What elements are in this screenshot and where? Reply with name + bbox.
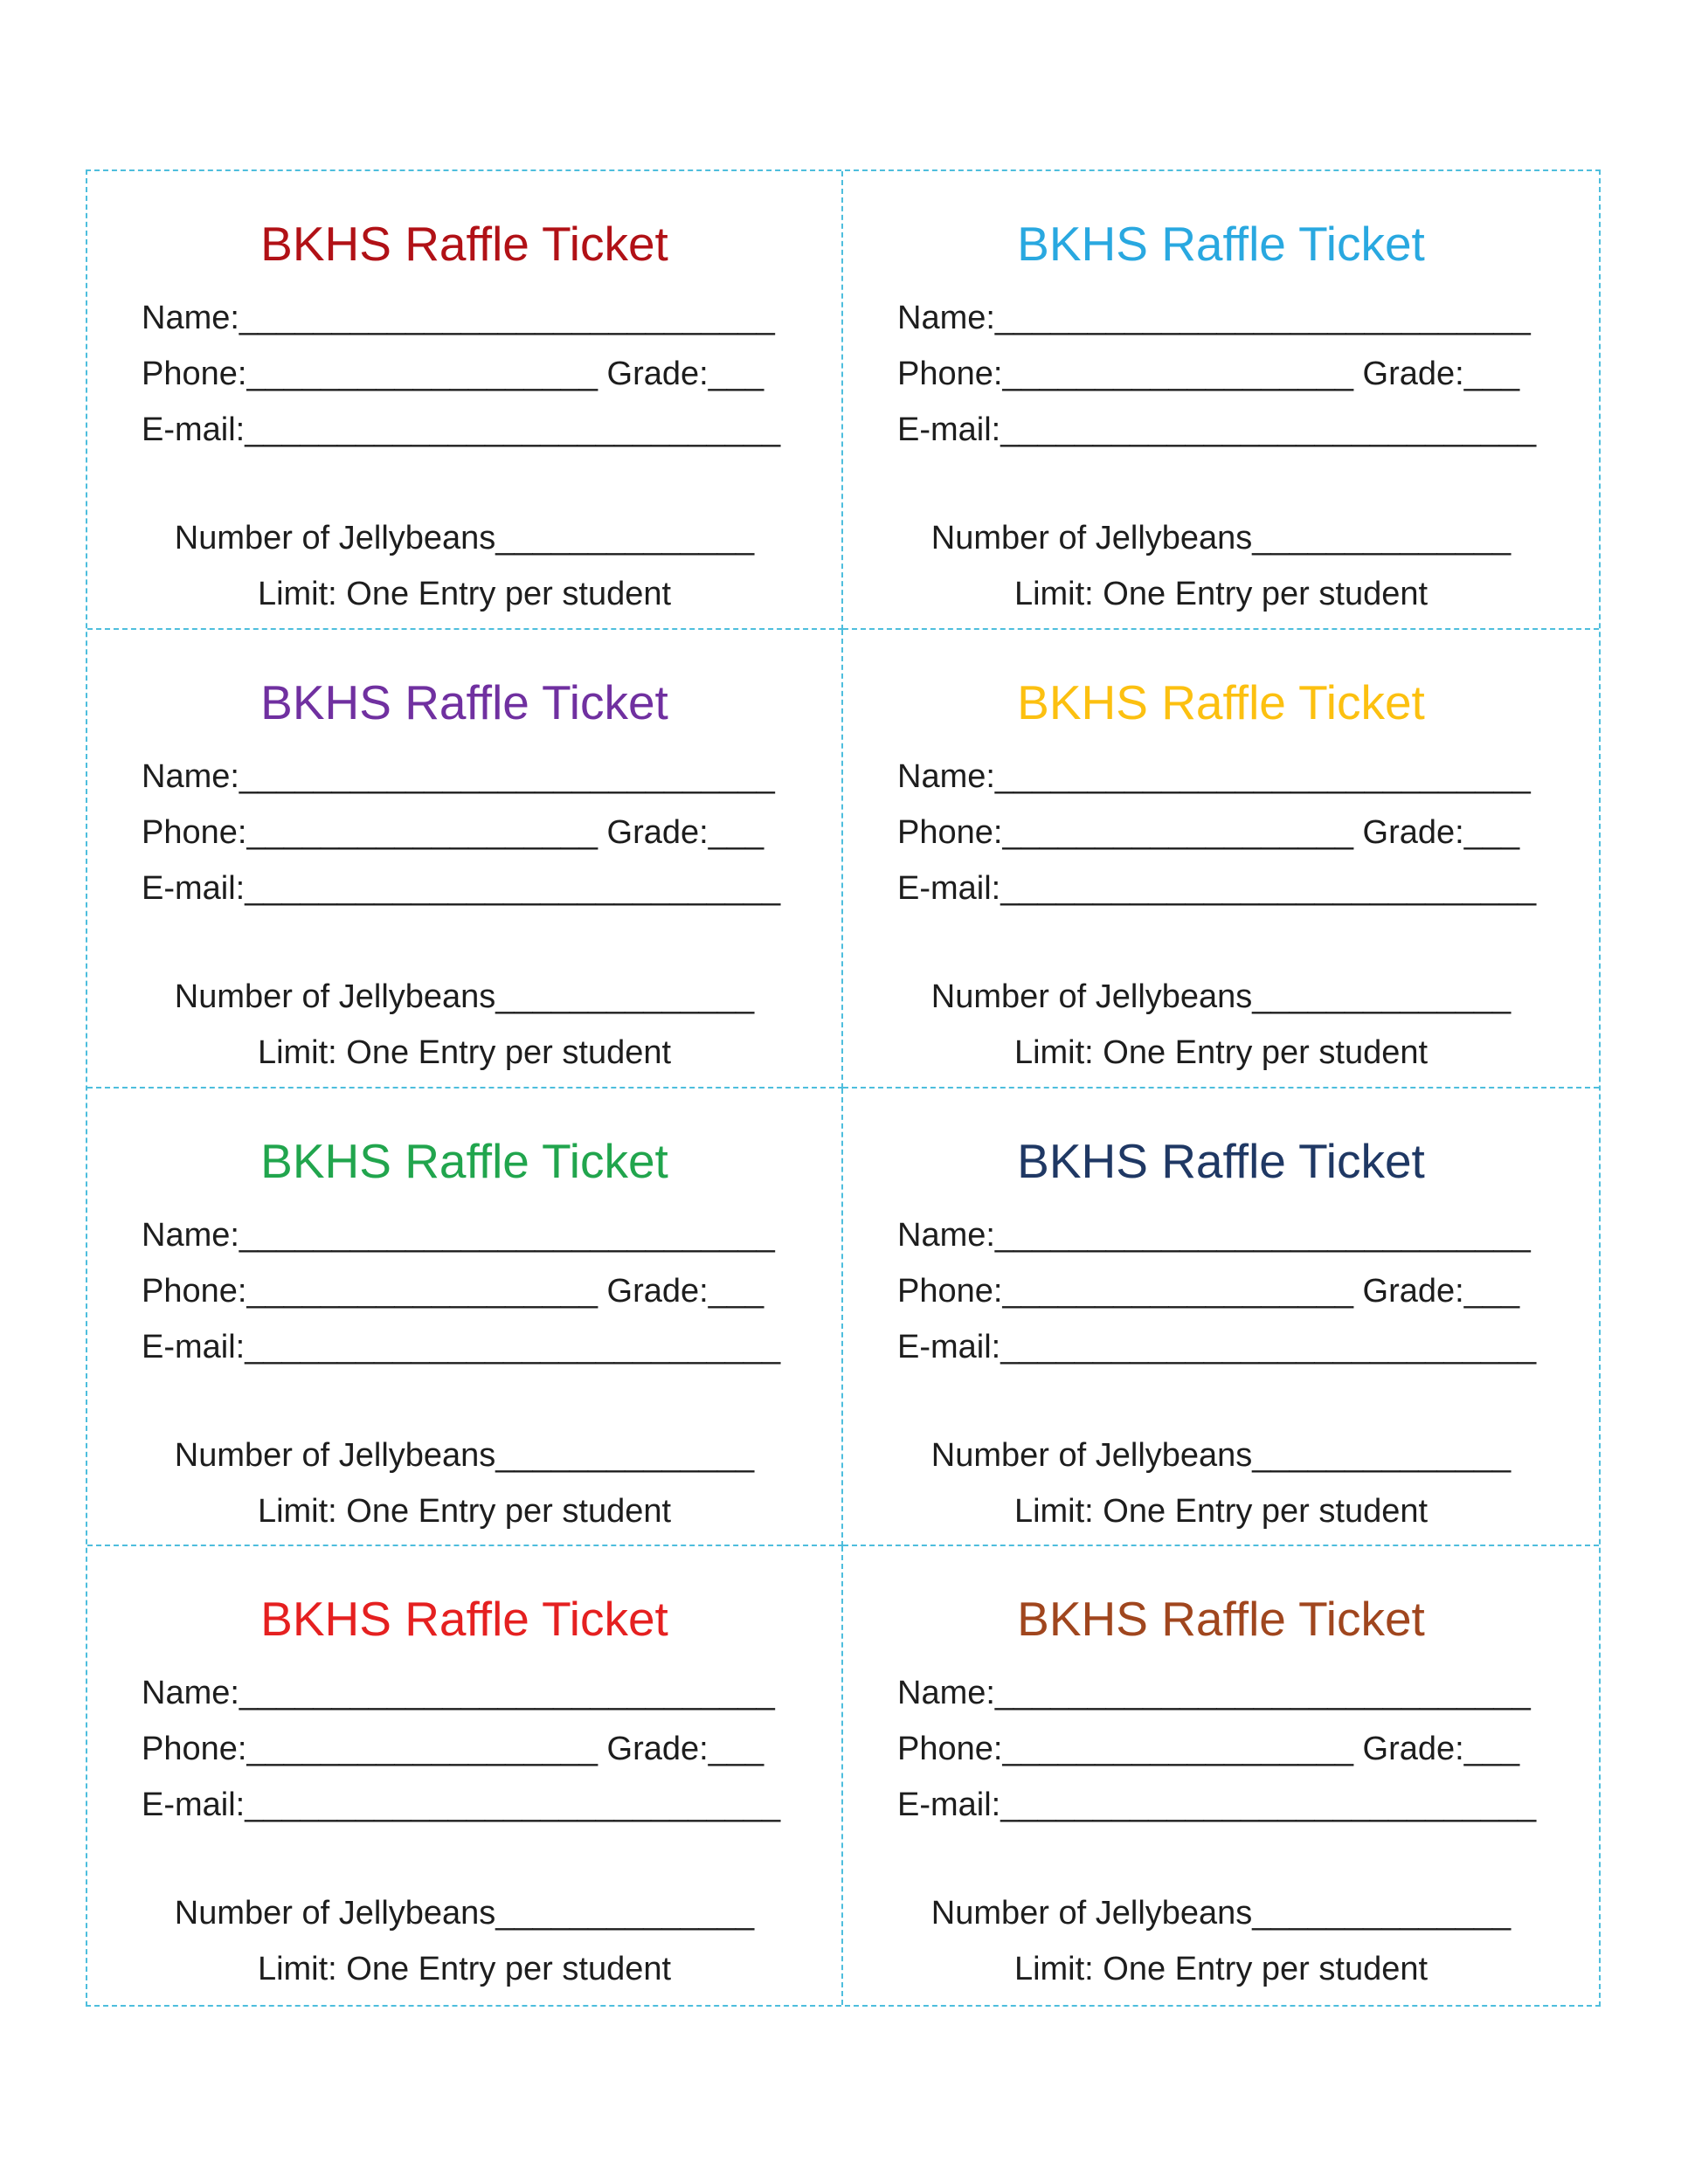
phone-grade-line: Phone:___________________ Grade:___	[897, 1272, 1520, 1310]
name-line: Name:_____________________________	[142, 757, 775, 795]
raffle-ticket-1	[87, 171, 843, 630]
raffle-ticket-8	[843, 1546, 1599, 2005]
email-line: E-mail:_____________________________	[897, 1328, 1537, 1365]
limit-line: Limit: One Entry per student	[1013, 1951, 1429, 1988]
jellybeans-line: Number of Jellybeans______________	[930, 1436, 1512, 1474]
raffle-ticket-sheet	[86, 169, 1601, 2007]
email-line: E-mail:_____________________________	[142, 1328, 781, 1365]
jellybeans-line: Number of Jellybeans______________	[174, 520, 755, 556]
email-line: E-mail:_____________________________	[897, 411, 1537, 448]
ticket-title: BKHS Raffle Ticket	[260, 1592, 668, 1647]
phone-grade-line: Phone:___________________ Grade:___	[897, 813, 1520, 851]
name-line: Name:_____________________________	[897, 1675, 1531, 1712]
ticket-title: BKHS Raffle Ticket	[260, 674, 668, 729]
raffle-ticket-3	[87, 630, 843, 1089]
phone-grade-line: Phone:___________________ Grade:___	[142, 1731, 764, 1768]
name-line: Name:_____________________________	[142, 1675, 775, 1712]
limit-line: Limit: One Entry per student	[257, 1951, 672, 1988]
raffle-ticket-5	[87, 1089, 843, 1547]
name-line: Name:_____________________________	[142, 1216, 775, 1254]
limit-line: Limit: One Entry per student	[1013, 1033, 1429, 1071]
raffle-ticket-6	[843, 1089, 1599, 1547]
ticket-title: BKHS Raffle Ticket	[1017, 1133, 1425, 1188]
jellybeans-line: Number of Jellybeans______________	[174, 1895, 755, 1932]
limit-line: Limit: One Entry per student	[257, 576, 672, 612]
limit-line: Limit: One Entry per student	[257, 1033, 672, 1071]
ticket-title: BKHS Raffle Ticket	[260, 1133, 668, 1188]
email-line: E-mail:_____________________________	[142, 411, 781, 448]
jellybeans-line: Number of Jellybeans______________	[930, 1895, 1512, 1932]
raffle-ticket-7	[87, 1546, 843, 2005]
raffle-ticket-2	[843, 171, 1599, 630]
phone-grade-line: Phone:___________________ Grade:___	[897, 1731, 1520, 1768]
name-line: Name:_____________________________	[897, 757, 1531, 795]
ticket-title: BKHS Raffle Ticket	[1017, 217, 1425, 271]
jellybeans-line: Number of Jellybeans______________	[174, 1436, 755, 1474]
name-line: Name:_____________________________	[897, 300, 1531, 336]
jellybeans-line: Number of Jellybeans______________	[930, 978, 1512, 1015]
phone-grade-line: Phone:___________________ Grade:___	[142, 356, 764, 392]
phone-grade-line: Phone:___________________ Grade:___	[142, 813, 764, 851]
email-line: E-mail:_____________________________	[142, 869, 781, 907]
name-line: Name:_____________________________	[142, 300, 775, 336]
email-line: E-mail:_____________________________	[897, 869, 1537, 907]
phone-grade-line: Phone:___________________ Grade:___	[897, 356, 1520, 392]
raffle-ticket-4	[843, 630, 1599, 1089]
name-line: Name:_____________________________	[897, 1216, 1531, 1254]
limit-line: Limit: One Entry per student	[1013, 576, 1429, 612]
ticket-title: BKHS Raffle Ticket	[1017, 1592, 1425, 1647]
phone-grade-line: Phone:___________________ Grade:___	[142, 1272, 764, 1310]
jellybeans-line: Number of Jellybeans______________	[930, 520, 1512, 556]
ticket-title: BKHS Raffle Ticket	[1017, 674, 1425, 729]
jellybeans-line: Number of Jellybeans______________	[174, 978, 755, 1015]
email-line: E-mail:_____________________________	[142, 1787, 781, 1824]
limit-line: Limit: One Entry per student	[1013, 1492, 1429, 1530]
email-line: E-mail:_____________________________	[897, 1787, 1537, 1824]
limit-line: Limit: One Entry per student	[257, 1492, 672, 1530]
ticket-title: BKHS Raffle Ticket	[260, 217, 668, 271]
